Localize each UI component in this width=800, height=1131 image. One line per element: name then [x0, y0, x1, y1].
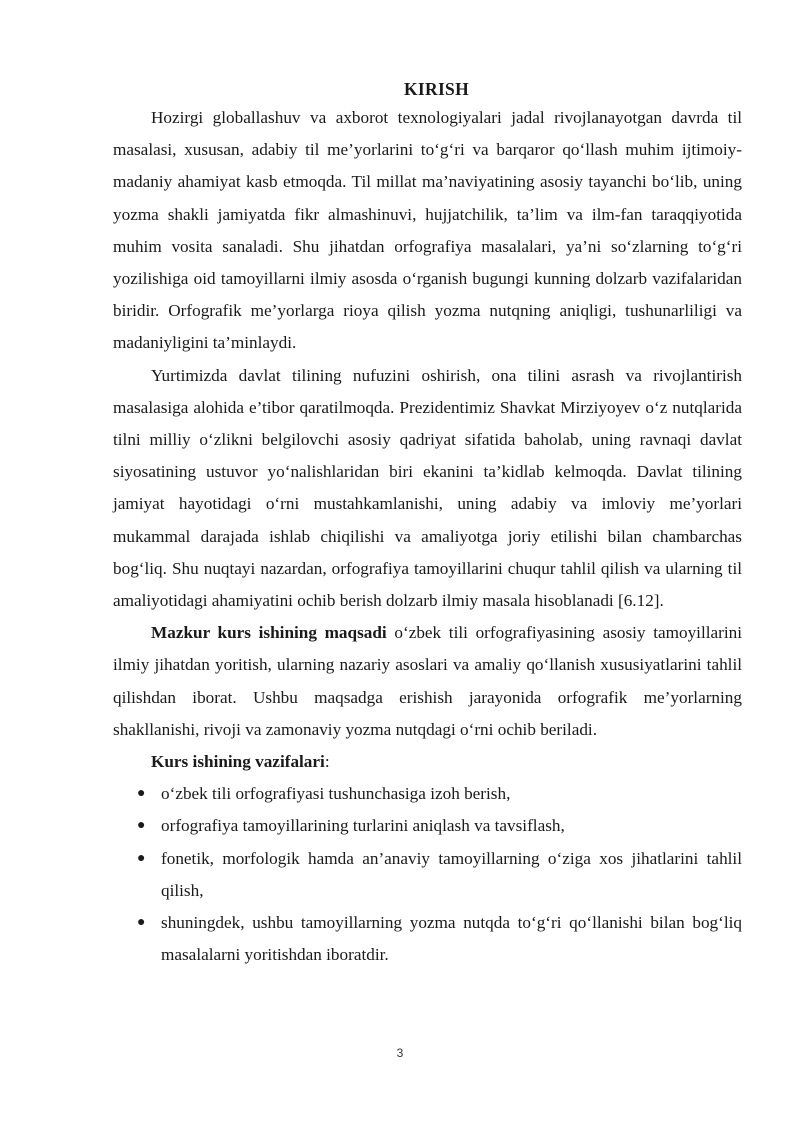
tasks-list — [113, 778, 742, 971]
list-item-text: o‘zbek tili orfografiyasi tushunchasiga izoh berish, — [161, 784, 511, 804]
list-item — [113, 843, 742, 907]
list-item-text: fonetik, morfologik hamda an’anaviy tamoyillarning o‘ziga xos jihatlarini tahlil qilish, — [161, 848, 742, 900]
bullet-icon: ● — [137, 818, 146, 834]
tasks-heading-colon: : — [324, 752, 330, 772]
bullet-icon: ● — [137, 850, 146, 866]
tasks-heading-label: Kurs ishining vazifalari — [151, 752, 325, 772]
goal-lead-in: Mazkur kurs ishining maqsadi — [151, 623, 387, 643]
intro-paragraph-1: Hozirgi globallashuv va axborot texnologiyalari jadal rivojlanayotgan davrda til masalasi, xususan, adabiy til me’yorlarini to‘g‘ri va barqaror qo‘llash muhim ijtimoiy-madaniy ahamiyat kasb etmoqda. Til millat ma’naviyatining asosiy tayanchi bo‘lib, uning yozma shakli jamiyatda fikr almashinuvi, hujjatchilik, ta’lim va ilm-fan taraqqiyotida muhim vosita sanaladi. Shu jihatdan orfografiya masalalari, ya’ni so‘zlarning to‘g‘ri yozilishiga oid tamoyillarni ilmiy asosda o‘rganish bugungi kunning dolzarb vazifalaridan biridir. Orfografik me’yorlarga rioya qilish yozma nutqning aniqligi, tushunarliligi va madaniyligini ta’minlaydi. — [113, 108, 742, 353]
page-title: KIRISH — [403, 79, 469, 99]
list-item — [113, 778, 742, 810]
list-item — [113, 907, 742, 971]
intro-paragraph-2: Yurtimizda davlat tilining nufuzini oshirish, ona tilini asrash va rivojlantirish masalasiga alohida e’tibor qaratilmoqda. Prezidentimiz Shavkat Mirziyoyev o‘z nutqlarida tilni milliy o‘zlikni belgilovchi asosiy qadriyat sifatida baholab, uning ravnaqi davlat siyosatining ustuvor yo‘nalishlaridan biri ekanini ta’kidlab kelmoqda. Davlat tilining jamiyat hayotidagi o‘rni mustahkamlanishi, uning adabiy va imloviy me’yorlari mukammal darajada ishlab chiqilishi va amaliyotga joriy etilishi bilan chambarchas bog‘liq. Shu nuqtayi nazardan, orfografiya tamoyillarini chuqur tahlil qilish va ularning til amaliyotidagi ahamiyatini ochib berish dolzarb ilmiy masala hisoblanadi [6.12]. — [113, 365, 742, 611]
bullet-icon: ● — [137, 786, 146, 802]
list-item — [113, 810, 742, 842]
goal-text: o‘zbek tili orfografiyasining asosiy tamoyillarini ilmiy jihatdan yoritish, ularning nazariy asoslari va amaliy qo‘llanish xususiyatlarini tahlil qilishdan iborat. Ushbu maqsadga erishish jarayonida orfografik me’yorlarning shakllanishi, rivoji va zamonaviy yozma nutqdagi o‘rni ochib beriladi. — [113, 623, 742, 739]
bullet-icon: ● — [137, 915, 146, 931]
page-number: 3 — [396, 1046, 404, 1060]
tasks-heading — [113, 746, 742, 778]
document-page — [113, 76, 742, 971]
list-item-text: orfografiya tamoyillarining turlarini aniqlash va tavsiflash, — [161, 816, 565, 836]
goal-paragraph — [113, 617, 742, 746]
list-item-text: shuningdek, ushbu tamoyillarning yozma nutqda to‘g‘ri qo‘llanishi bilan bog‘liq masalalarni yoritishdan iboratdir. — [161, 913, 742, 965]
